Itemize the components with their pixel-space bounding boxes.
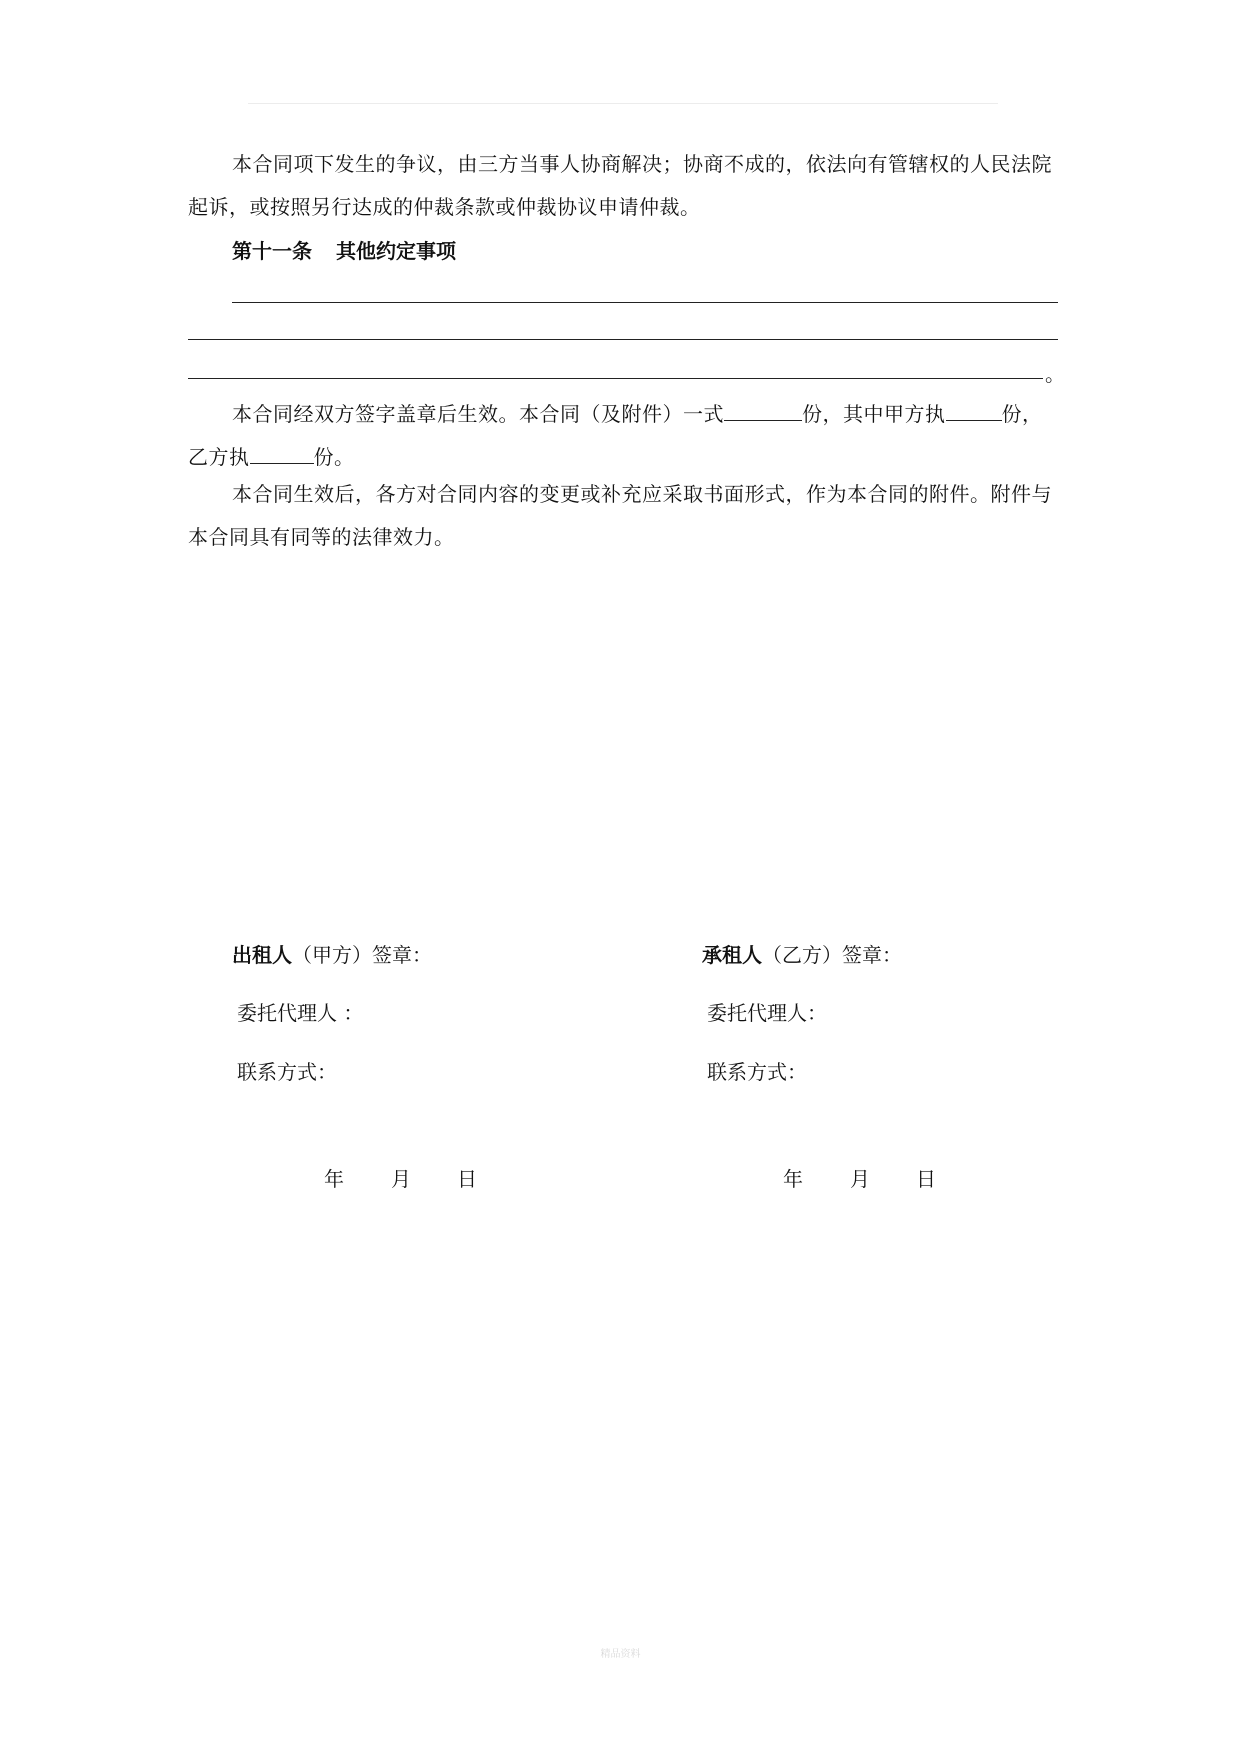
amendment-clause: 本合同生效后，各方对合同内容的变更或补充应采取书面形式，作为本合同的附件。附件与本合同具有同等的法律效力。: [188, 482, 1052, 549]
copies-party-b-blank: [250, 441, 314, 464]
lessor-contact-label: 联系方式：: [237, 1060, 337, 1084]
lessee-date-month: 月: [850, 1167, 870, 1191]
blank-fill-line-1: [232, 302, 1058, 303]
article-number: 第十一条: [232, 239, 312, 263]
dispute-clause: 本合同项下发生的争议，由三方当事人协商解决；协商不成的，依法向有管辖权的人民法院起诉，或按照另行达成的仲裁条款或仲裁协议申请仲裁。: [188, 152, 1052, 219]
lessor-date-month: 月: [391, 1167, 411, 1191]
header-rule: [248, 103, 998, 104]
lessor-title: 出租人: [232, 943, 292, 967]
lessee-signature-label: [702, 940, 902, 970]
lessor-signature-label: [232, 940, 432, 970]
lessor-agent-label: 委托代理人 ：: [237, 1001, 364, 1025]
lessee-date-day: 日: [916, 1167, 936, 1191]
lessor-date-day: 日: [457, 1167, 477, 1191]
lessor-date-year: 年: [324, 1167, 344, 1191]
blank-end-mark: 。: [1045, 362, 1065, 386]
lessee-title-rest: （乙方）签章：: [762, 943, 902, 967]
effect-text-4: 份。: [313, 445, 355, 469]
footer-watermark: 精品资料: [600, 1649, 641, 1660]
lessee-contact-label: 联系方式：: [707, 1060, 807, 1084]
lessee-date-year: 年: [783, 1167, 803, 1191]
effect-text-3: 份，乙方执: [188, 402, 1043, 469]
lessor-title-rest: （甲方）签章：: [292, 943, 432, 967]
effect-text-1: 本合同经双方签字盖章后生效。本合同（及附件）一式: [232, 402, 724, 426]
effect-text-2: 份，其中甲方执: [802, 402, 946, 426]
blank-fill-line-3: [188, 378, 1043, 379]
copies-total-blank: [724, 398, 802, 421]
effect-clause: [188, 393, 1058, 479]
lessee-agent-label: 委托代理人：: [707, 1001, 827, 1025]
lessee-title: 承租人: [702, 943, 762, 967]
copies-party-a-blank: [946, 398, 1002, 421]
blank-fill-line-2: [188, 339, 1058, 340]
article-title: 其他约定事项: [336, 239, 456, 263]
article-11-heading: [232, 230, 456, 273]
